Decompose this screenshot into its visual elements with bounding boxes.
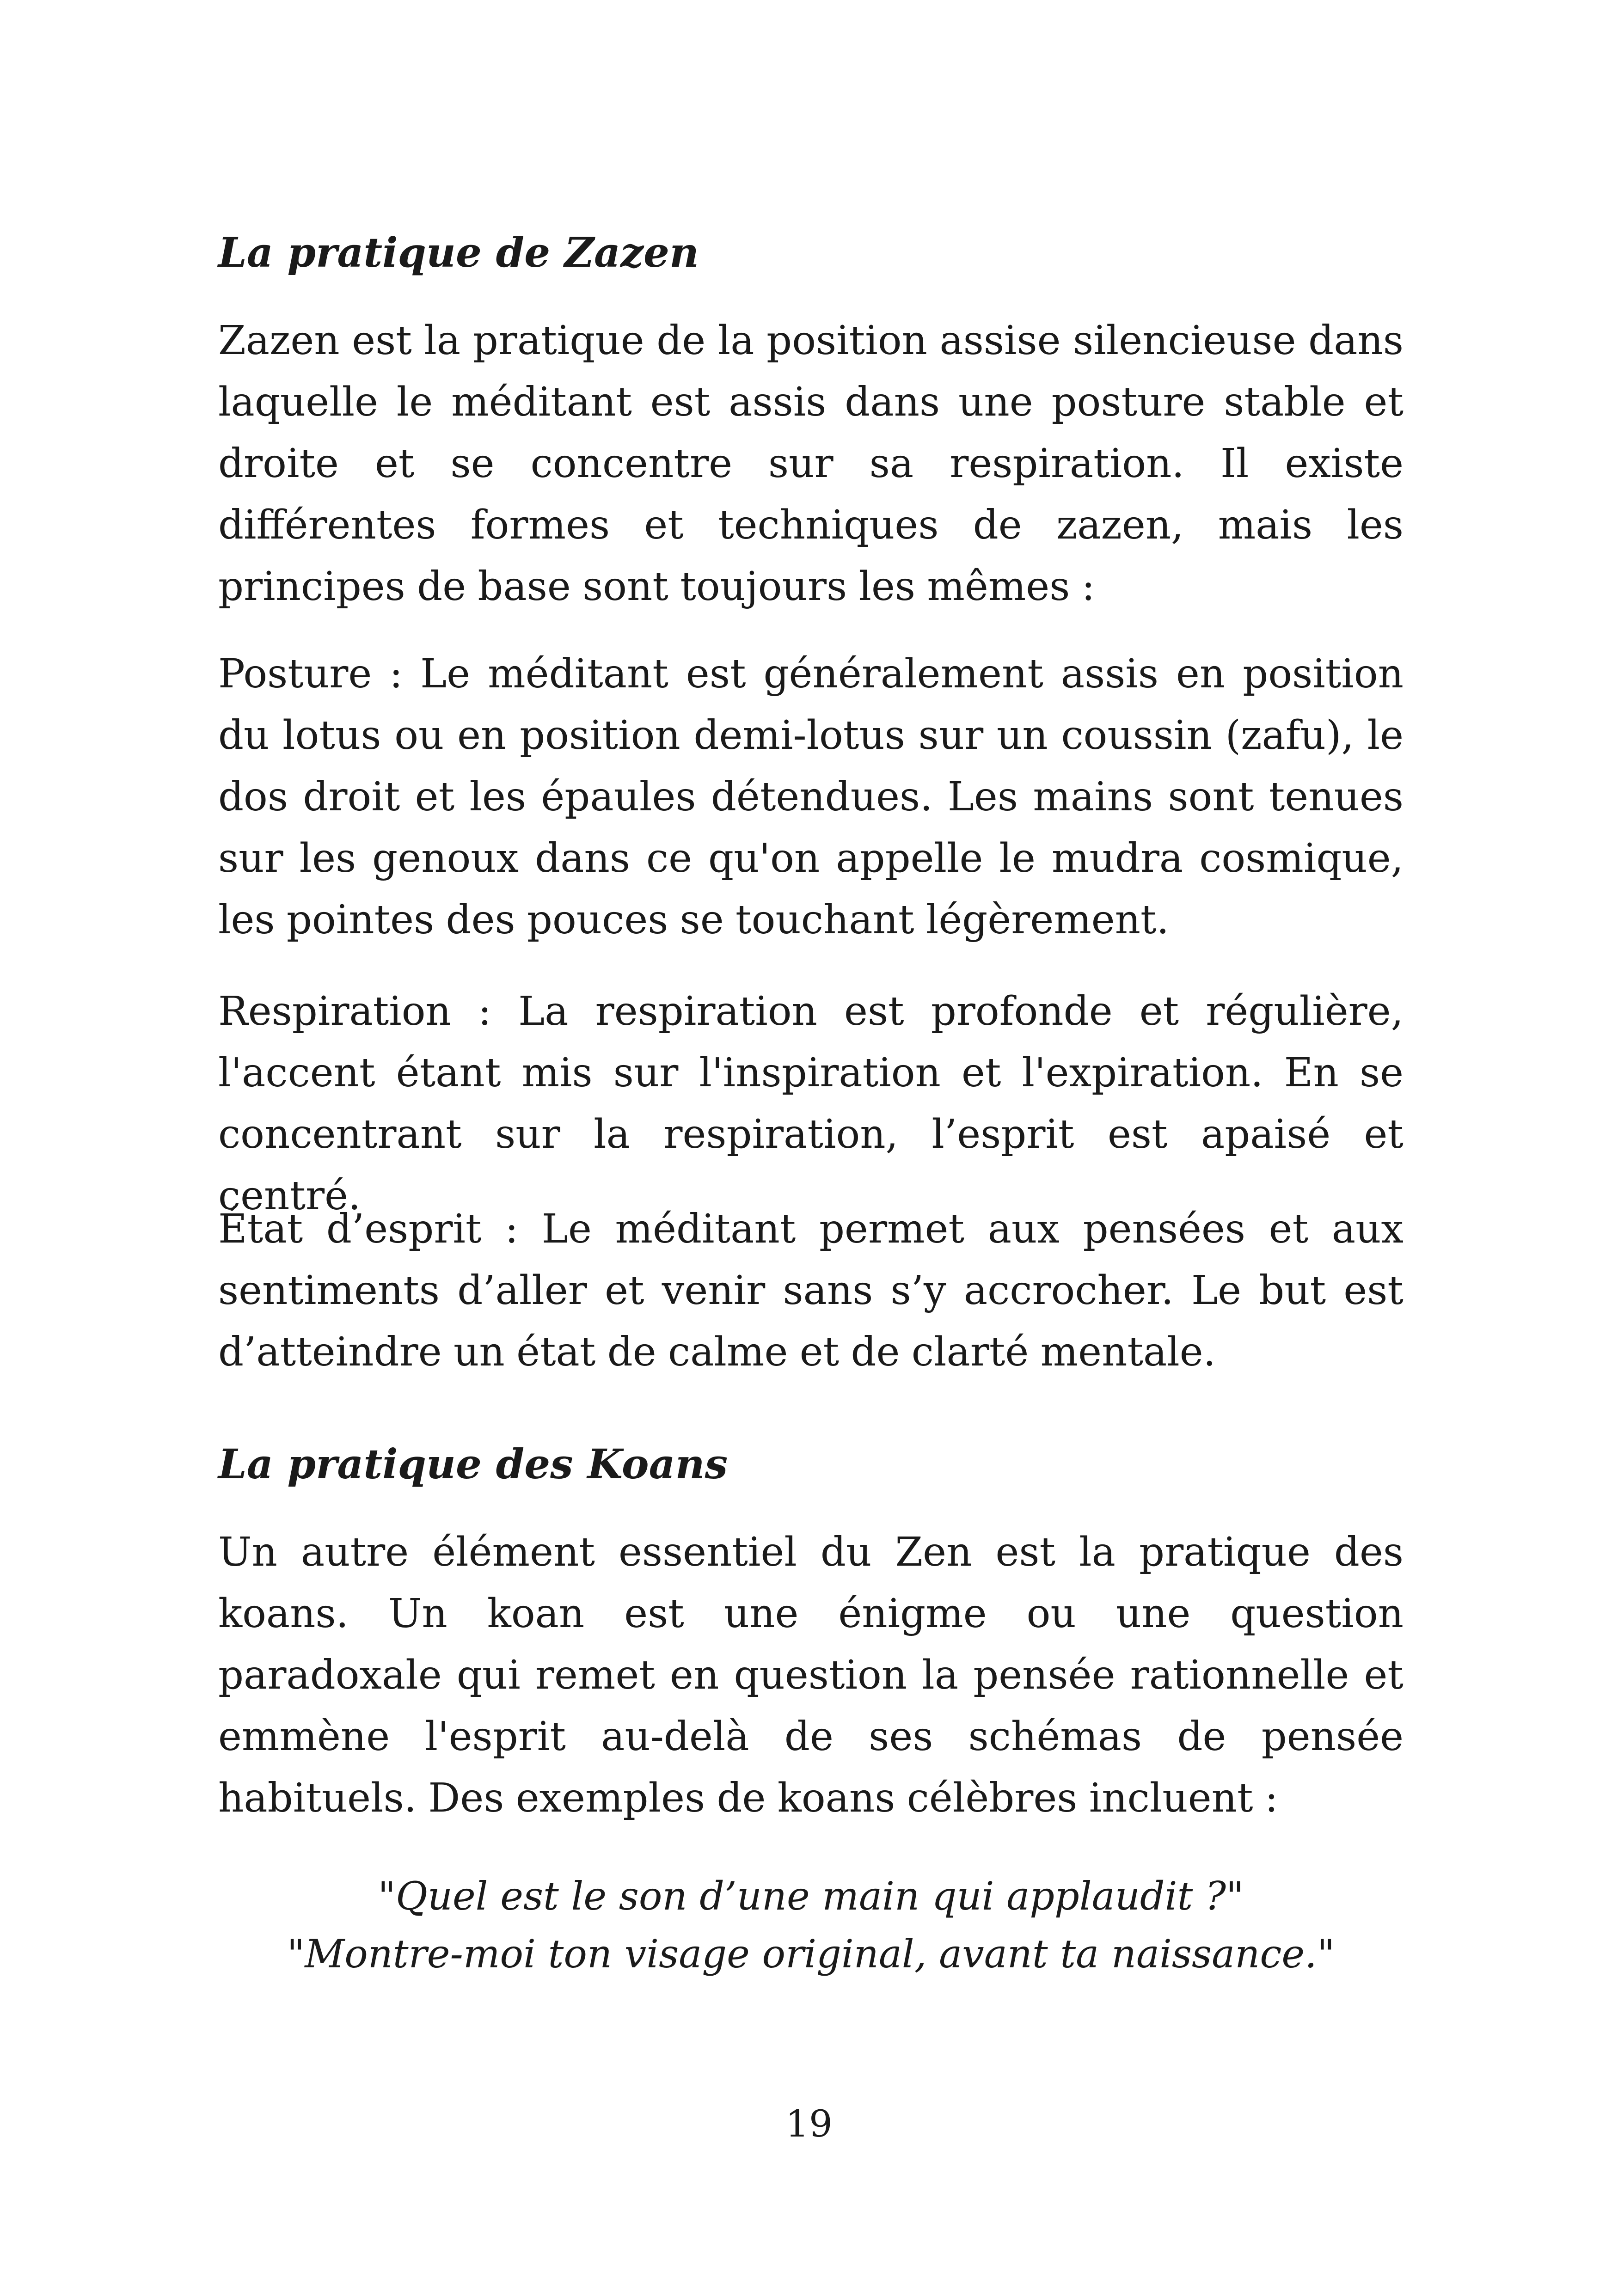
paragraph-koans-intro-container	[218, 1522, 1403, 1829]
paragraph-respiration: Respiration : La respiration est profonde et régulière, l'accent étant mis sur l'inspiration et l'expiration. En se concentrant sur la respiration, l’esprit est apaisé et centré.	[218, 988, 1403, 1219]
koan-quotes	[218, 1867, 1403, 1983]
koan-quote: "Montre-moi ton visage original, avant ta naissance."	[287, 1931, 1335, 1977]
section-heading-koans: La pratique des Koans	[218, 1440, 728, 1488]
page-number: 19	[785, 2102, 833, 2145]
koan-quote: "Quel est le son d’une main qui applaudit ?"	[378, 1874, 1244, 1919]
paragraph-zazen-intro: Zazen est la pratique de la position assise silencieuse dans laquelle le méditant est assis dans une posture stable et droite et se concentre sur sa respiration. Il existe différentes formes et techniques de zazen, mais les principes de base sont toujours les mêmes :	[218, 318, 1403, 610]
paragraph-etat-esprit: État d’esprit : Le méditant permet aux pensées et aux sentiments d’aller et venir sans s’y accrocher. Le but est d’atteindre un état de calme et de clarté mentale.	[218, 1206, 1403, 1375]
section-zazen	[218, 225, 1403, 280]
paragraph-posture-container	[218, 643, 1403, 951]
paragraph-etat-esprit-container	[218, 1199, 1403, 1383]
paragraph-respiration-container	[218, 981, 1403, 1227]
paragraph-posture: Posture : Le méditant est généralement assis en position du lotus ou en position demi-lotus sur un coussin (zafu), le dos droit et les épaules détendues. Les mains sont tenues sur les genoux dans ce qu'on appelle le mudra cosmique, les pointes des pouces se touchant légèrement.	[218, 651, 1403, 943]
paragraph-koans-intro: Un autre élément essentiel du Zen est la pratique des koans. Un koan est une énigme ou une question paradoxale qui remet en question la pensée rationnelle et emmène l'esprit au-delà de ses schémas de pensée habituels. Des exemples de koans célèbres incluent :	[218, 1529, 1403, 1821]
section-heading-zazen: La pratique de Zazen	[218, 228, 699, 276]
paragraph-zazen-intro-container	[218, 310, 1403, 618]
section-koans	[218, 1436, 1403, 1492]
